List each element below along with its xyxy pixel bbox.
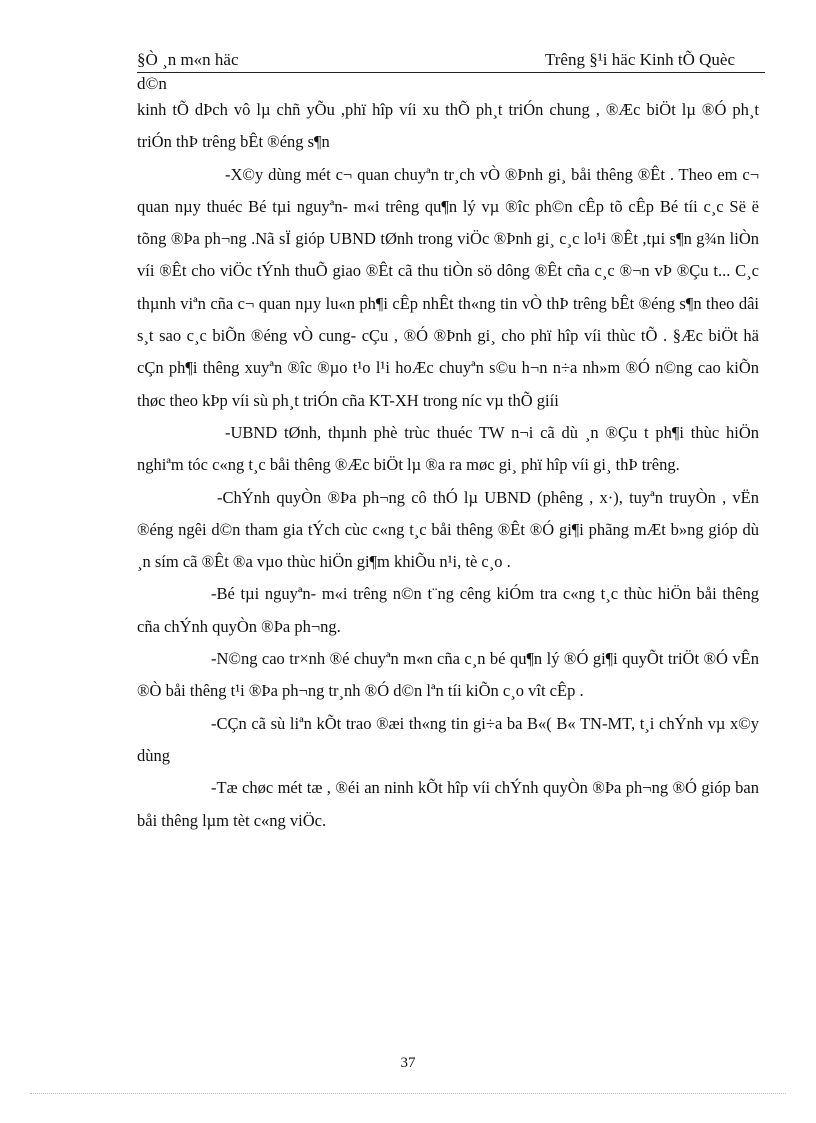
page-number: 37 [400, 1055, 416, 1071]
paragraph-6: -N©ng cao tr×nh ®é chuyªn m«n cña c¸n bé qu¶n lý ®Ó gi¶i quyÕt triÖt ®Ó vÊn ®Ò båi thêng t¹i ®Þa ph¬ng tr¸nh ®Ó d©n lªn tíi kiÕn c¸o vît cÊp . [137, 649, 759, 701]
footer-divider [30, 1093, 786, 1094]
paragraph-3: -UBND tØnh, thµnh phè trùc thuéc TW n¬i cã dù ¸n ®Çu t ph¶i thùc hiÖn nghiªm tóc c«ng t¸c båi thêng ®Æc biÖt lµ ®a ra møc gi¸ phï hîp víi gi¸ thÞ trêng. [137, 422, 759, 475]
header-university: Trêng §¹i häc Kinh tÕ Quèc [544, 50, 735, 69]
paragraph-4: -ChÝnh quyÒn ®Þa ph¬ng cô thÓ lµ UBND (phêng , x·), tuyªn truyÒn , vËn ®éng ngêi d©n tham gia tÝch cùc c«ng t¸c båi thêng ®Êt ®Ó gi¶i phãng mÆt b»ng gióp dù ¸n sím cã ®Êt ®a vµo thùc hiÖn gi¶m khiÕu n¹i, tè c¸o . [137, 487, 759, 572]
paragraph-7: -CÇn cã sù liªn kÕt trao ®æi th«ng tin gi÷a ba B«( B« TN-MT, t¸i chÝnh vµ x©y dùng [137, 713, 759, 765]
paragraph-1: kinh tÕ dÞch vô lµ chñ yÕu ,phï hîp víi xu thÕ ph¸t triÓn chung , ®Æc biÖt lµ ®Ó ph¸t triÓn thÞ trêng bÊt ®éng s¶n [137, 100, 759, 152]
header-continuation: d©n [137, 74, 167, 93]
header-subject: §Ò ¸n m«n häc [137, 50, 239, 69]
body-text [137, 94, 759, 837]
paragraph-8: -Tæ chøc mét tæ , ®éi an ninh kÕt hîp víi chÝnh quyÒn ®Þa ph¬ng ®Ó gióp ban båi thêng lµm tèt c«ng viÖc. [137, 778, 759, 830]
paragraph-5: -Bé tµi nguyªn- m«i trêng n©n t¨ng cêng kiÓm tra c«ng t¸c thùc hiÖn båi thêng cña chÝnh quyÒn ®Þa ph¬ng. [137, 584, 759, 636]
paragraph-2: -X©y dùng mét c¬ quan chuyªn tr¸ch vÒ ®Þnh gi¸ båi thêng ®Êt . Theo em c¬ quan nµy thuéc Bé tµi nguyªn- m«i trêng qu¶n lý vµ ®îc ph©n cÊp tõ cÊp Bé tíi c¸c Së ë tõng ®Þa ph¬ng .Nã sÏ gióp UBND tØnh trong viÖc ®Þnh gi¸ c¸c lo¹i ®Êt ,tµi s¶n g¾n liÒn víi ®Êt cho viÖc tÝnh thuÕ giao ®Êt cã thu tiÒn sö dông ®Êt cña c¸c ®¬n vÞ ®Çu t... C¸c thµnh viªn cña c¬ quan nµy lu«n ph¶i cÊp nhÊt th«ng tin vÒ thÞ trêng bÊt ®éng s¶n theo dâi s¸t sao c¸c biÕn ®éng vÒ cung- cÇu , ®Ó ®Þnh gi¸ cho phï hîp víi thùc tÕ . §Æc biÖt hä cÇn ph¶i thêng xuyªn ®îc ®µo t¹o l¹i hoÆc chuyªn s©u h¬n n÷a nh»m ®Ó n©ng cao kiÕn thøc theo kÞp víi sù ph¸t triÓn cña KT-XH trong níc vµ thÕ giíi [137, 164, 759, 410]
page-header [137, 50, 765, 73]
